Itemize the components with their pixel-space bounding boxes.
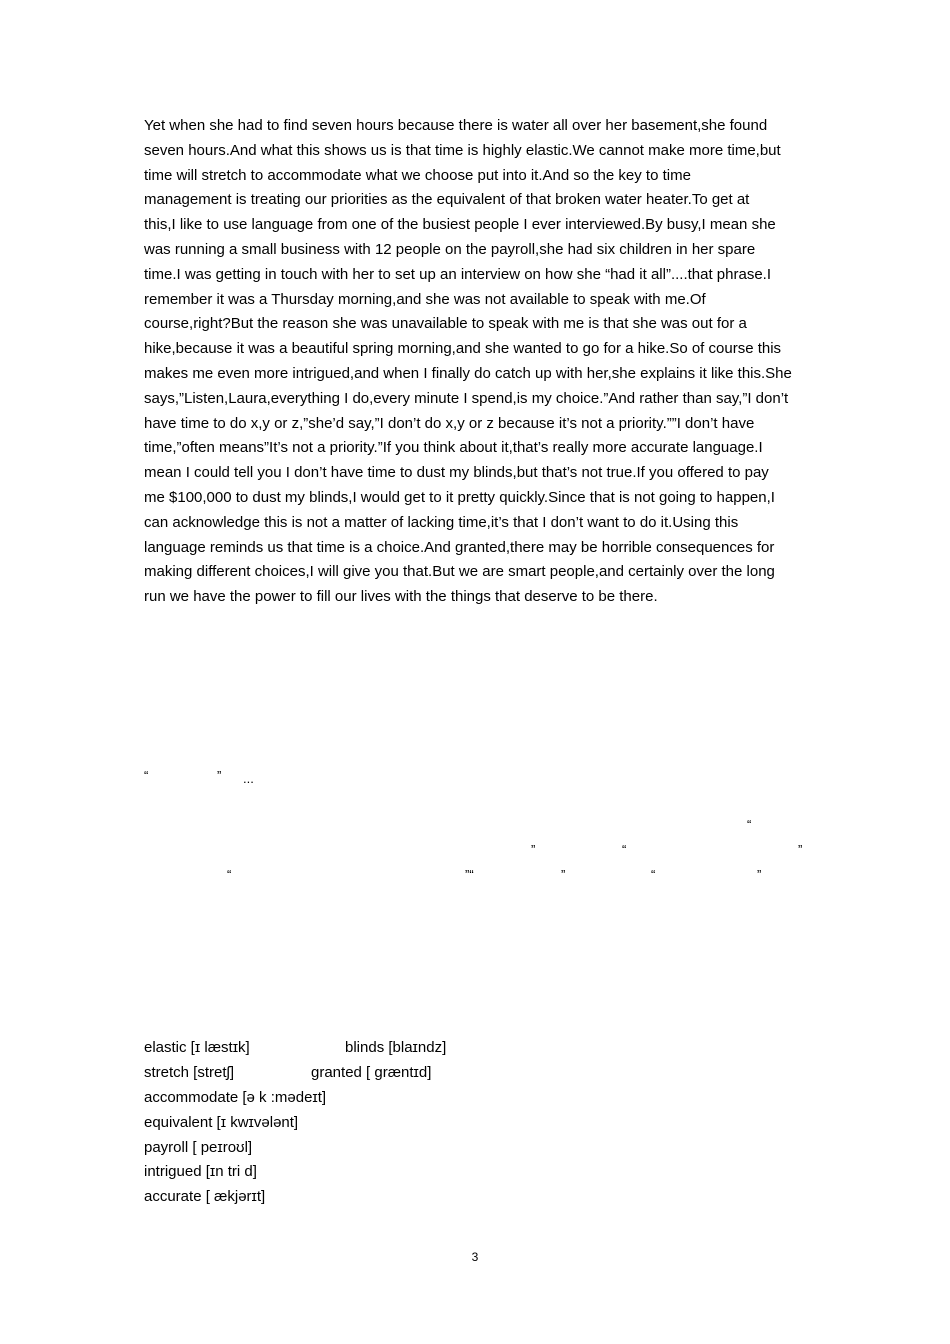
paragraph-line: seven hours.And what this shows us is that time is highly elastic.We cannot make more time,but <box>144 141 781 159</box>
quote-mark: “ <box>651 867 656 882</box>
vocabulary-row <box>144 1160 644 1185</box>
paragraph-line: language reminds us that time is a choice.And granted,there may be horrible consequences for <box>144 538 775 556</box>
quote-mark: ” <box>798 842 803 857</box>
vocabulary-word: accommodate [ə k :mədeɪt] <box>144 1088 327 1106</box>
vocabulary-row <box>144 1086 644 1111</box>
ellipsis: ... <box>243 771 254 786</box>
quote-mark: ”“ <box>465 867 474 882</box>
vocabulary-word: elastic [ɪ læstɪk] <box>144 1039 250 1056</box>
paragraph-line: can acknowledge this is not a matter of lacking time,it’s that I don’t want to do it.Using this <box>144 513 739 531</box>
vocabulary-list <box>144 1036 644 1210</box>
paragraph-line: Yet when she had to find seven hours because there is water all over her basement,she found <box>144 117 768 134</box>
vocabulary-row <box>144 1185 644 1210</box>
english-paragraph <box>144 114 816 610</box>
vocabulary-word: blinds [blaɪndz] <box>345 1039 447 1056</box>
paragraph-line: time,”often means”It’s not a priority.”If you think about it,that’s really more accurate language.I <box>144 439 763 457</box>
quote-mark: ” <box>531 842 536 857</box>
page-number: 3 <box>471 1250 479 1264</box>
paragraph-line: time.I was getting in touch with her to set up an interview on how she “had it all”....that phrase.I <box>144 265 771 283</box>
quote-mark: ” <box>757 867 762 882</box>
paragraph-line: was running a small business with 12 people on the payroll,she had six children in her spare <box>144 240 756 258</box>
paragraph-line: makes me even more intrigued,and when I finally do catch up with her,she explains it like this.She <box>144 364 792 382</box>
paragraph-line: hike,because it was a beautiful spring morning,and she wanted to go for a hike.So of course this <box>144 340 782 358</box>
paragraph-line: this,I like to use language from one of the busiest people I ever interviewed.By busy,I mean she <box>144 216 776 234</box>
paragraph-line: management is treating our priorities as the equivalent of that broken water heater.To get at <box>144 191 750 209</box>
quote-mark: ” <box>217 768 222 783</box>
vocabulary-word: accurate [ ækjərɪt] <box>144 1188 266 1206</box>
paragraph-line: says,”Listen,Laura,everything I do,every minute I spend,is my choice.”And rather than say,”I don’t <box>144 389 789 407</box>
quote-mark: “ <box>144 768 149 783</box>
quote-mark: ” <box>561 867 566 882</box>
quote-mark: “ <box>747 817 752 832</box>
paragraph-line: making different choices,I will give you that.But we are smart people,and certainly over the long <box>144 563 775 581</box>
vocabulary-row <box>144 1136 644 1161</box>
vocabulary-word: payroll [ peɪroʊl] <box>144 1138 253 1156</box>
vocabulary-row <box>144 1111 644 1136</box>
vocabulary-row <box>144 1061 644 1086</box>
vocabulary-word: granted [ græntɪd] <box>311 1063 432 1081</box>
paragraph-line: mean I could tell you I don’t have time to dust my blinds,but that’s not true.If you offered to pay <box>144 464 769 482</box>
paragraph-line: run we have the power to fill our lives with the things that deserve to be there. <box>144 588 658 606</box>
quote-mark: “ <box>622 842 627 857</box>
quote-mark: “ <box>227 867 232 882</box>
paragraph-line: me $100,000 to dust my blinds,I would get to it pretty quickly.Since that is not going to happen,I <box>144 488 775 506</box>
vocabulary-word: stretch [stretʃ] <box>144 1063 235 1081</box>
vocabulary-word: equivalent [ɪ kwɪvələnt] <box>144 1113 299 1131</box>
vocabulary-row <box>144 1036 644 1061</box>
paragraph-line: have time to do x,y or z,”she’d say,”I don’t do x,y or z because it’s not a priority.””I don’t have <box>144 414 755 432</box>
paragraph-line: time will stretch to accommodate what we choose put into it.And so the key to time <box>144 166 691 184</box>
vocabulary-word: intrigued [ɪn tri d] <box>144 1163 257 1181</box>
paragraph-line: course,right?But the reason she was unavailable to speak with me is that she was out for a <box>144 315 747 333</box>
paragraph-line: remember it was a Thursday morning,and she was not available to speak with me.Of <box>144 290 706 308</box>
